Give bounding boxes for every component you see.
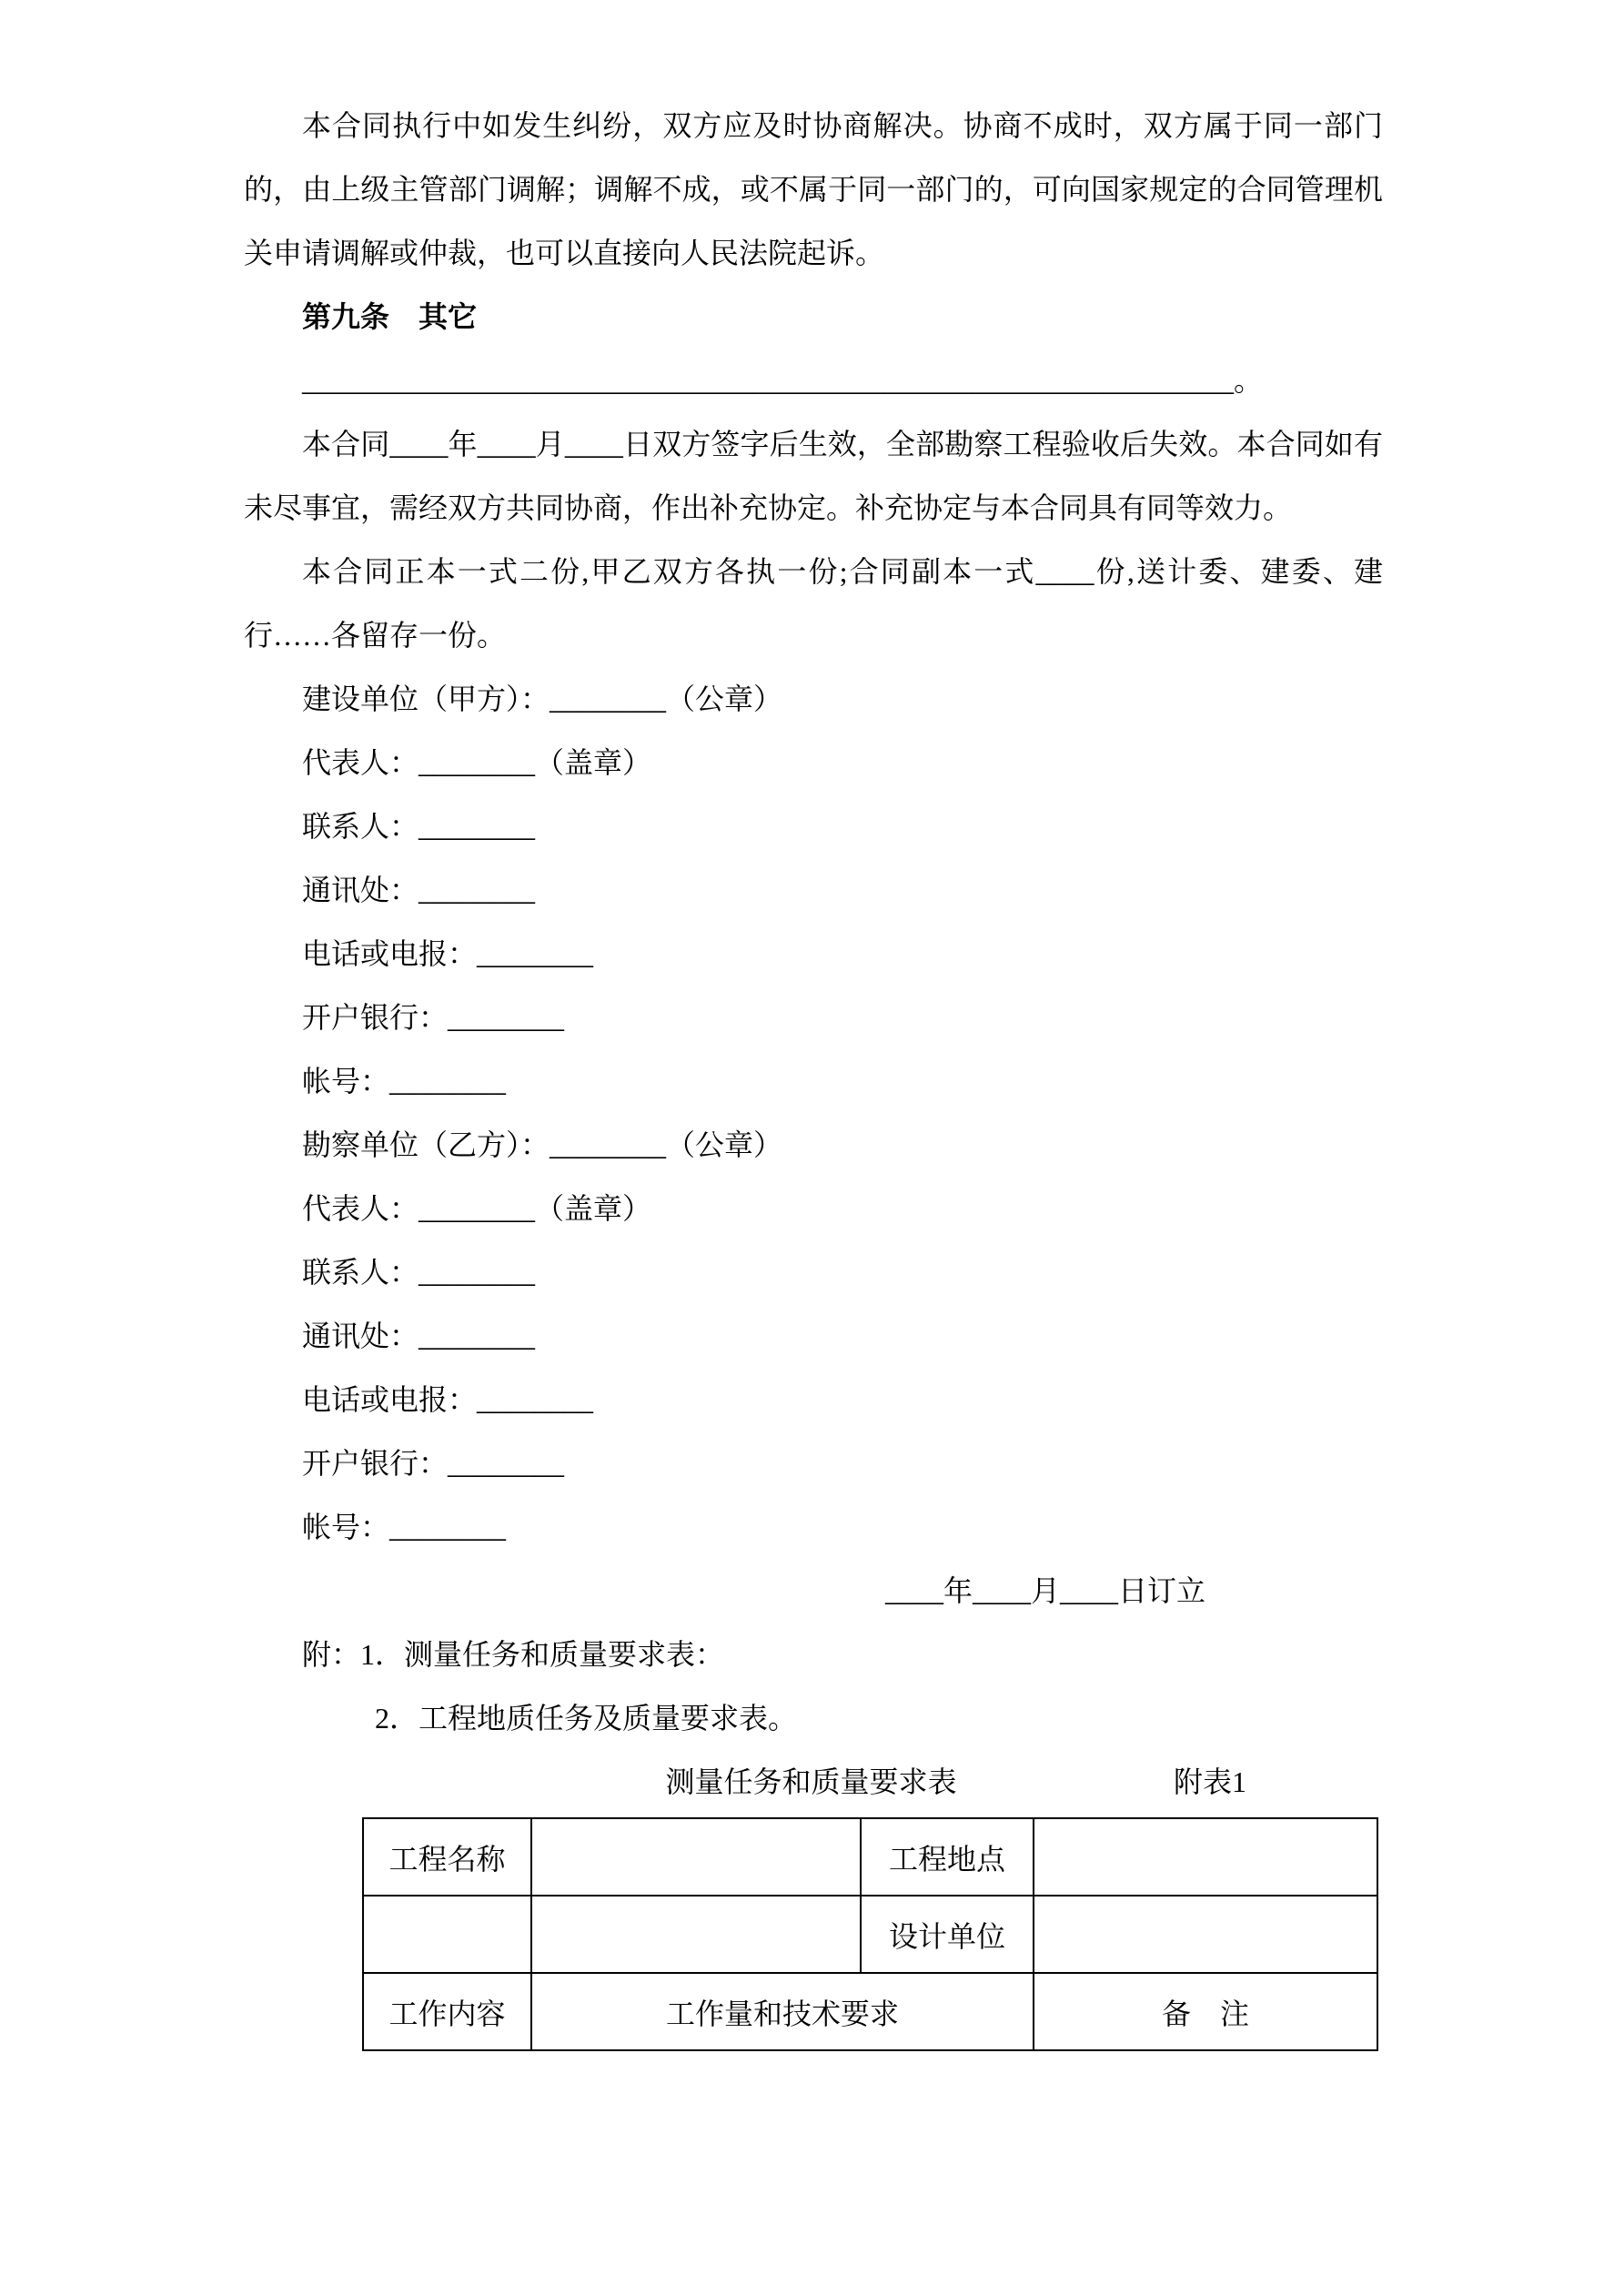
cell-project-location-label: 工程地点 [861, 1818, 1034, 1896]
article-9-heading: 第九条 其它 [302, 300, 478, 333]
table-row-2 [363, 1896, 1377, 1973]
table-title: 测量任务和质量要求表 [665, 1765, 957, 1798]
cell-design-unit-value [1034, 1896, 1377, 1973]
cell-blank-1 [363, 1896, 531, 1973]
table-tag-fubiao-1: 附表1 [1174, 1765, 1247, 1798]
cell-remarks-label: 备 注 [1034, 1973, 1377, 2050]
table-row-1 [363, 1818, 1377, 1896]
cell-blank-2 [531, 1896, 861, 1973]
blank-fill-line: ________________________________________________________________。 [302, 364, 1263, 397]
party-a-phone-line: 电话或电报：________ [302, 937, 594, 970]
signature-block [244, 667, 1383, 1559]
party-b-unit-line: 勘察单位（乙方）：________（公章） [302, 1128, 783, 1161]
cell-workload-requirements-label: 工作量和技术要求 [531, 1973, 1034, 2050]
party-b-contact-line: 联系人：________ [302, 1256, 536, 1289]
table-row-3 [363, 1973, 1377, 2050]
party-a-address-line: 通讯处：________ [302, 874, 536, 906]
cell-project-name-value [531, 1818, 861, 1896]
paragraph-copies: 本合同正本一式二份,甲乙双方各执一份;合同副本一式____份,送计委、建委、建行……各留存一份。 [244, 555, 1383, 652]
cell-project-name-label: 工程名称 [363, 1818, 531, 1896]
party-b-bank-line: 开户银行：________ [302, 1447, 565, 1480]
party-b-phone-line: 电话或电报：________ [302, 1383, 594, 1416]
signing-date-line: ____年____月____日订立 [885, 1574, 1206, 1607]
attachment-note-2: 2．工程地质任务及质量要求表。 [375, 1702, 798, 1735]
party-b-account-line: 帐号：________ [302, 1511, 507, 1543]
party-a-representative-line: 代表人：________（盖章） [302, 746, 652, 779]
party-a-contact-line: 联系人：________ [302, 810, 536, 843]
party-a-unit-line: 建设单位（甲方）：________（公章） [302, 683, 783, 715]
party-a-bank-line: 开户银行：________ [302, 1001, 565, 1034]
attachment-note-1: 附：1．测量任务和质量要求表： [302, 1638, 725, 1671]
paragraph-dispute-resolution: 本合同执行中如发生纠纷，双方应及时协商解决。协商不成时，双方属于同一部门的，由上级主管部门调解；调解不成，或不属于同一部门的，可向国家规定的合同管理机关申请调解或仲裁，也可以直接向人民法院起诉。 [244, 109, 1383, 269]
party-b-address-line: 通讯处：________ [302, 1320, 536, 1352]
measurement-task-quality-table [362, 1817, 1378, 2051]
party-b-representative-line: 代表人：________（盖章） [302, 1192, 652, 1225]
paragraph-effectiveness: 本合同____年____月____日双方签字后生效，全部勘察工程验收后失效。本合同如有未尽事宜，需经双方共同协商，作出补充协定。补充协定与本合同具有同等效力。 [244, 428, 1383, 524]
table-title-row [244, 1750, 1378, 1814]
party-a-account-line: 帐号：________ [302, 1065, 507, 1097]
cell-design-unit-label: 设计单位 [861, 1896, 1034, 1973]
cell-work-content-label: 工作内容 [363, 1973, 531, 2050]
cell-project-location-value [1034, 1818, 1377, 1896]
